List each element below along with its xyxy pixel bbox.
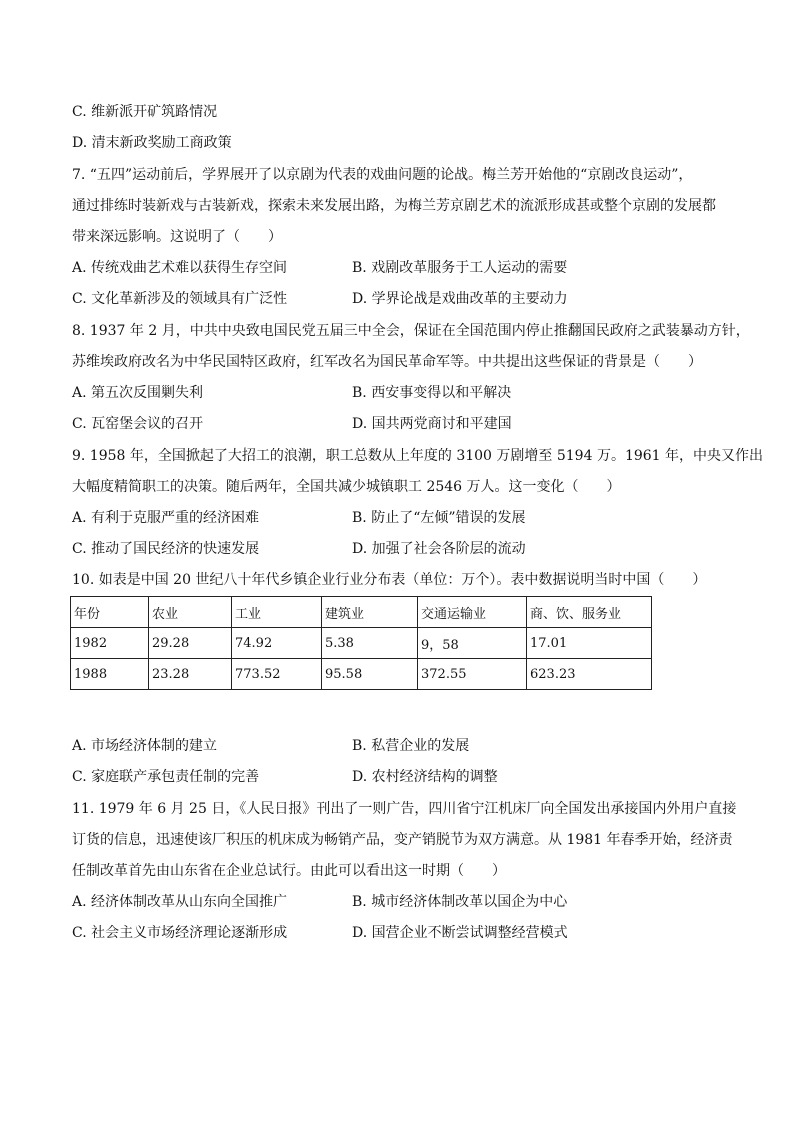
table-cell: 95.58	[322, 659, 418, 690]
table-cell: 29.28	[149, 628, 232, 659]
table-cell: 1988	[71, 659, 149, 690]
table-header-row	[71, 597, 652, 628]
table-row	[71, 659, 652, 690]
question-10-option-a: A. 市场经济体制的建立	[72, 738, 218, 754]
prev-option-d: D. 清末新政奖励工商政策	[72, 135, 232, 151]
question-9-option-d: D. 加强了社会各阶层的流动	[352, 541, 526, 557]
table-cell: 1982	[71, 628, 149, 659]
table-header-cell: 交通运输业	[418, 597, 527, 628]
question-7-option-a: A. 传统戏曲艺术难以获得生存空间	[72, 260, 288, 276]
question-9-option-c: C. 推动了国民经济的快速发展	[72, 541, 260, 557]
question-11-option-c: C. 社会主义市场经济理论逐渐形成	[72, 925, 288, 941]
table-header-cell: 商、饮、服务业	[527, 597, 652, 628]
question-7-option-d: D. 学界论战是戏曲改革的主要动力	[352, 291, 568, 307]
question-7-option-b: B. 戏剧改革服务于工人运动的需要	[352, 260, 568, 276]
question-8-option-a: A. 第五次反围剿失利	[72, 385, 204, 401]
table-header-cell: 年份	[71, 597, 149, 628]
question-10-stem-line: 10. 如表是中国 20 世纪八十年代乡镇企业行业分布表（单位：万个）。表中数据说明当时中国（ ）	[72, 572, 707, 588]
question-7-stem-line: 7. “五四”运动前后，学界展开了以京剧为代表的戏曲问题的论战。梅兰芳开始他的“京剧改良运动”，	[72, 167, 693, 183]
question-10-option-b: B. 私营企业的发展	[352, 738, 470, 754]
table-header-cell: 工业	[232, 597, 322, 628]
question-11-option-d: D. 国营企业不断尝试调整经营模式	[352, 925, 568, 941]
table-cell: 9，58	[418, 628, 527, 659]
question-9-option-b: B. 防止了“左倾”错误的发展	[352, 510, 526, 526]
question-8-option-c: C. 瓦窑堡会议的召开	[72, 416, 204, 432]
township-enterprise-table	[70, 596, 652, 690]
question-8-stem-line: 8. 1937 年 2 月，中共中央致电国民党五届三中全会，保证在全国范围内停止推翻国民政府之武装暴动方针，	[72, 323, 750, 339]
question-9-stem-line: 9. 1958 年，全国掀起了大招工的浪潮，职工总数从上年度的 3100 万剧增至 5194 万。1961 年，中央又作出	[72, 448, 764, 464]
question-7-stem-line: 通过排练时装新戏与古装新戏，探索未来发展出路，为梅兰芳京剧艺术的流派形成甚或整个京剧的发展都	[72, 198, 716, 214]
question-11-option-a: A. 经济体制改革从山东向全国推广	[72, 894, 288, 910]
table-header-cell: 农业	[149, 597, 232, 628]
table-cell: 74.92	[232, 628, 322, 659]
question-10-option-c: C. 家庭联产承包责任制的完善	[72, 769, 260, 785]
table-cell: 773.52	[232, 659, 322, 690]
question-7-stem-line: 带来深远影响。这说明了（ ）	[72, 229, 282, 245]
question-9-option-a: A. 有利于克服严重的经济困难	[72, 510, 260, 526]
table-header-cell: 建筑业	[322, 597, 418, 628]
table-cell: 17.01	[527, 628, 652, 659]
question-8-option-b: B. 西安事变得以和平解决	[352, 385, 512, 401]
prev-option-c: C. 维新派开矿筑路情况	[72, 104, 218, 120]
question-11-stem-line: 订货的信息，迅速使该厂积压的机床成为畅销产品，变产销脱节为双方满意。从 1981 年春季开始，经济责	[72, 832, 733, 848]
question-7-option-c: C. 文化革新涉及的领域具有广泛性	[72, 291, 288, 307]
question-8-option-d: D. 国共两党商讨和平建国	[352, 416, 512, 432]
table-cell: 23.28	[149, 659, 232, 690]
table-cell: 372.55	[418, 659, 527, 690]
table-cell: 623.23	[527, 659, 652, 690]
table-row	[71, 628, 652, 659]
question-9-stem-line: 大幅度精简职工的决策。随后两年，全国共减少城镇职工 2546 万人。这一变化（ ）	[72, 479, 621, 495]
table-cell: 5.38	[322, 628, 418, 659]
question-11-option-b: B. 城市经济体制改革以国企为中心	[352, 894, 568, 910]
question-8-stem-line: 苏维埃政府改名为中华民国特区政府，红军改名为国民革命军等。中共提出这些保证的背景是（ ）	[72, 354, 702, 370]
question-10-option-d: D. 农村经济结构的调整	[352, 769, 498, 785]
question-11-stem-line: 11. 1979 年 6 月 25 日，《人民日报》刊出了一则广告，四川省宁江机床厂向全国发出承接国内外用户直接	[72, 801, 737, 817]
question-11-stem-line: 任制改革首先由山东省在企业总试行。由此可以看出这一时期（ ）	[72, 863, 506, 879]
